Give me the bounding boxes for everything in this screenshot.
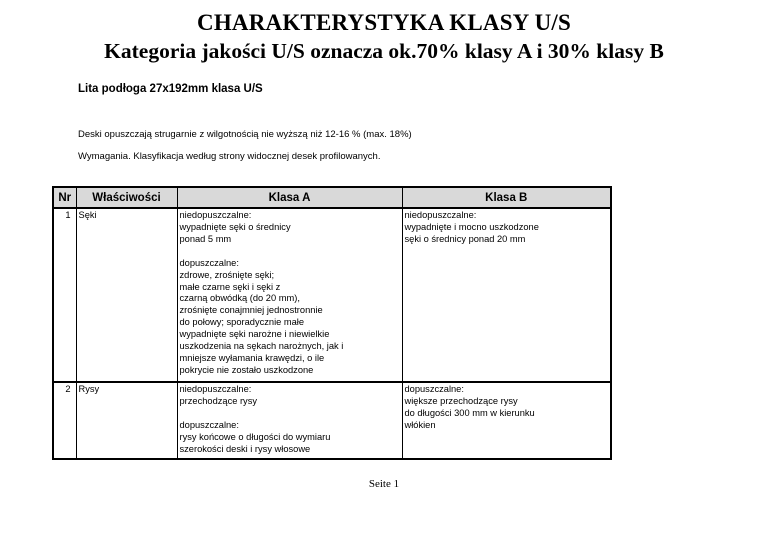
class-spec-table [52,186,612,460]
document-title: CHARAKTERYSTYKA KLASY U/S [197,10,571,35]
table-row [53,382,611,459]
header-property: Właściwości [76,187,177,208]
row-class-a [177,382,402,459]
row-nr: 1 [53,208,76,382]
class-a-not-allowed: niedopuszczalne: przechodzące rysy [179,384,258,406]
row-class-b [402,382,611,459]
header-class-b: Klasa B [402,187,611,208]
header-class-a: Klasa A [177,187,402,208]
class-a-allowed: dopuszczalne: rysy końcowe o długości do wymiaru szerokości deski i rysy włosowe [179,419,331,454]
table-row [53,208,611,382]
product-name: Lita podłoga 27x192mm klasa U/S [78,83,263,95]
row-class-b [402,208,611,382]
class-b-text: dopuszczalne: większe przechodzące rysy do długości 300 mm w kierunku włókien [404,384,535,430]
row-property: Sęki [76,208,177,382]
row-property: Rysy [76,382,177,459]
document-subtitle-heading: Kategoria jakości U/S oznacza ok.70% klasy A i 30% klasy B [104,39,664,63]
page-footer: Seite 1 [368,478,400,490]
table-header-row [53,187,611,208]
class-a-allowed: dopuszczalne: zdrowe, zrośnięte sęki; małe czarne sęki i sęki z czarną obwódką (do 20 mm), zrośnięte conajmniej jednostronnie do połowy; sporadycznie małe wypadnięte sęki narożne i niewielkie uszkodzenia na sękach narożnych, jak i mniejsze wyłamania krawędzi, o ile pokrycie nie zostało uszkodzone [179,257,344,375]
row-class-a [177,208,402,382]
row-nr: 2 [53,382,76,459]
requirements-note: Wymagania. Klasyfikacja według strony widocznej desek profilowanych. [78,151,381,162]
class-b-text: niedopuszczalne: wypadnięte i mocno uszkodzone sęki o średnicy ponad 20 mm [404,210,539,244]
class-a-not-allowed: niedopuszczalne: wypadnięte sęki o średnicy ponad 5 mm [179,210,291,244]
header-nr: Nr [53,187,76,208]
moisture-note: Deski opuszczają strugarnie z wilgotnością nie wyższą niż 12-16 % (max. 18%) [78,129,412,140]
